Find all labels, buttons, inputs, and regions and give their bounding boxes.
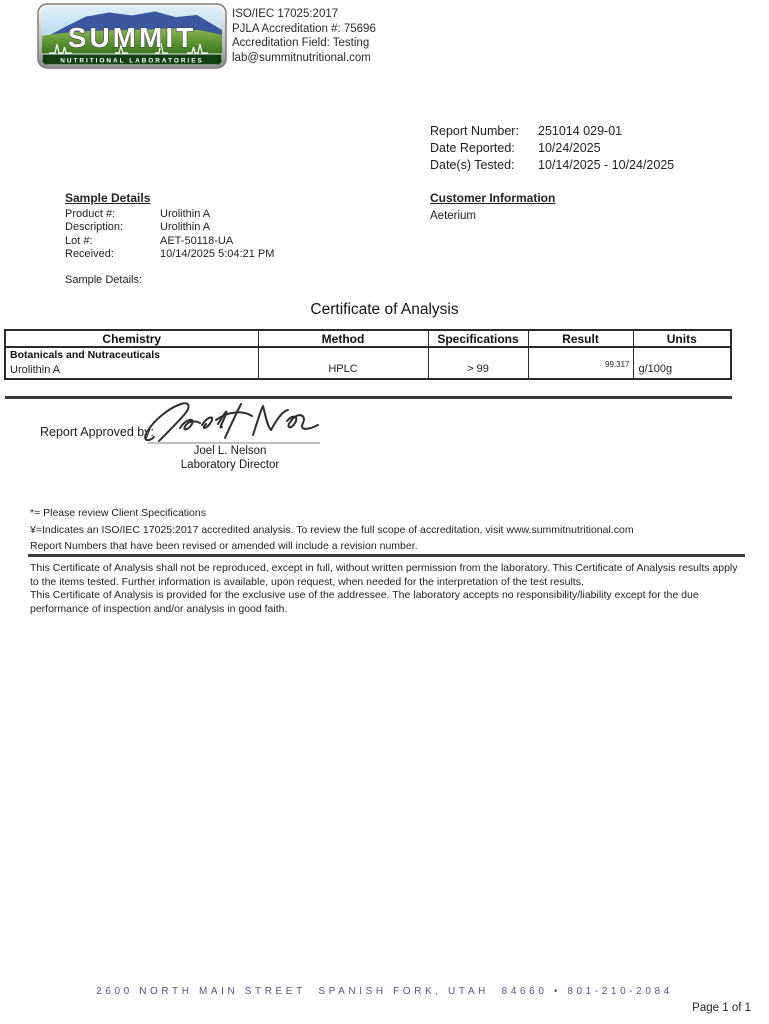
accreditation-standard: ISO/IEC 17025:2017 <box>232 8 339 20</box>
horizontal-rule-bottom <box>28 554 745 557</box>
analyte-name: Urolithin A <box>10 364 61 376</box>
dates-tested-row <box>430 157 674 174</box>
specification-cell: > 99 <box>428 347 528 379</box>
lot-row <box>65 235 274 248</box>
results-table-header-row <box>5 330 731 347</box>
footnote-accredited-analysis: ¥=Indicates an ISO/IEC 17025:2017 accredited analysis. To review the full scope of accreditation, visit www.summitnutritional.com <box>30 523 634 536</box>
results-table <box>4 329 732 380</box>
report-number-value: 251014 029-01 <box>538 124 623 138</box>
date-reported-value: 10/24/2025 <box>538 141 601 155</box>
customer-name: Aeterium <box>430 210 477 222</box>
footnote-revision: Report Numbers that have been revised or amended will include a revision number. <box>30 540 418 553</box>
received-value: 10/14/2025 5:04:21 PM <box>160 248 275 261</box>
page-number: Page 1 of 1 <box>692 1002 751 1014</box>
header-result: Result <box>528 330 633 347</box>
customer-information-heading: Customer Information <box>430 191 556 205</box>
dates-tested-label: Date(s) Tested: <box>430 158 515 172</box>
header-units: Units <box>633 330 731 347</box>
received-row <box>65 248 274 261</box>
accreditation-block <box>232 7 376 65</box>
header-method: Method <box>258 330 428 347</box>
method-cell: HPLC <box>258 347 428 379</box>
sample-details-secondary-label: Sample Details: <box>65 274 143 286</box>
summit-logo-graphic <box>37 3 227 69</box>
description-value: Urolithin A <box>160 221 211 234</box>
dates-tested-value: 10/14/2025 - 10/24/2025 <box>538 158 675 172</box>
accreditation-number: PJLA Accreditation #: 75696 <box>232 22 376 35</box>
approver-block <box>140 445 320 472</box>
signature-strokes <box>145 403 318 441</box>
chemistry-cell <box>5 347 258 379</box>
product-value: Urolithin A <box>160 208 211 220</box>
lab-email: lab@summitnutritional.com <box>232 51 371 64</box>
lot-label: Lot #: <box>65 234 93 247</box>
logo-brand-text: SUMMIT <box>67 22 197 53</box>
lot-value: AET-50118-UA <box>160 234 234 247</box>
sample-details-heading: Sample Details <box>65 191 151 205</box>
report-number-row <box>430 123 674 140</box>
received-label: Received: <box>65 248 114 261</box>
accreditation-field: Accreditation Field: Testing <box>232 37 370 50</box>
report-approved-by-label: Report Approved by: <box>40 425 154 439</box>
horizontal-rule-top <box>5 396 732 399</box>
sample-details-block <box>65 208 274 262</box>
header-chemistry: Chemistry <box>5 330 258 347</box>
result-value: 99.317 <box>605 360 630 369</box>
product-row <box>65 208 274 221</box>
footnotes <box>30 505 634 555</box>
report-number-label: Report Number: <box>430 124 519 138</box>
report-info-block <box>430 123 674 174</box>
category-label: Botanicals and Nutraceuticals <box>10 349 160 361</box>
logo-tagline-text: NUTRITIONAL LABORATORIES <box>60 57 204 65</box>
description-row <box>65 221 274 234</box>
footnote-client-specs: *= Please review Client Specifications <box>30 507 206 519</box>
units-cell: g/100g <box>633 347 731 379</box>
certificate-title: Certificate of Analysis <box>310 301 459 318</box>
disclaimer-paragraph-2: This Certificate of Analysis is provided for the exclusive use of the addressee. The laboratory accepts no responsibility/liability except for the due performance of inspection and/or analysis in good faith. <box>30 589 699 615</box>
disclaimer-paragraph-1: This Certificate of Analysis shall not be reproduced, except in full, without written permission from the laboratory. This Certificate of Analysis results apply to the items tested. Further information is available, upon request, when needed for the interpretation of the test results. <box>30 562 738 588</box>
table-row <box>5 347 731 379</box>
approver-name: Joel L. Nelson <box>193 445 267 457</box>
lab-address: 2600 NORTH MAIN STREET SPANISH FORK, UTAH 84660 • 801-210-2084 <box>96 986 673 997</box>
approver-title: Laboratory Director <box>180 458 280 471</box>
date-reported-row <box>430 140 674 157</box>
header-specifications: Specifications <box>428 330 528 347</box>
signature <box>138 399 328 449</box>
disclaimer <box>30 562 744 616</box>
signature-graphic <box>138 399 328 449</box>
date-reported-label: Date Reported: <box>430 141 515 155</box>
result-cell <box>528 347 633 379</box>
summit-logo <box>37 3 227 69</box>
product-label: Product #: <box>65 208 116 220</box>
description-label: Description: <box>65 221 124 234</box>
